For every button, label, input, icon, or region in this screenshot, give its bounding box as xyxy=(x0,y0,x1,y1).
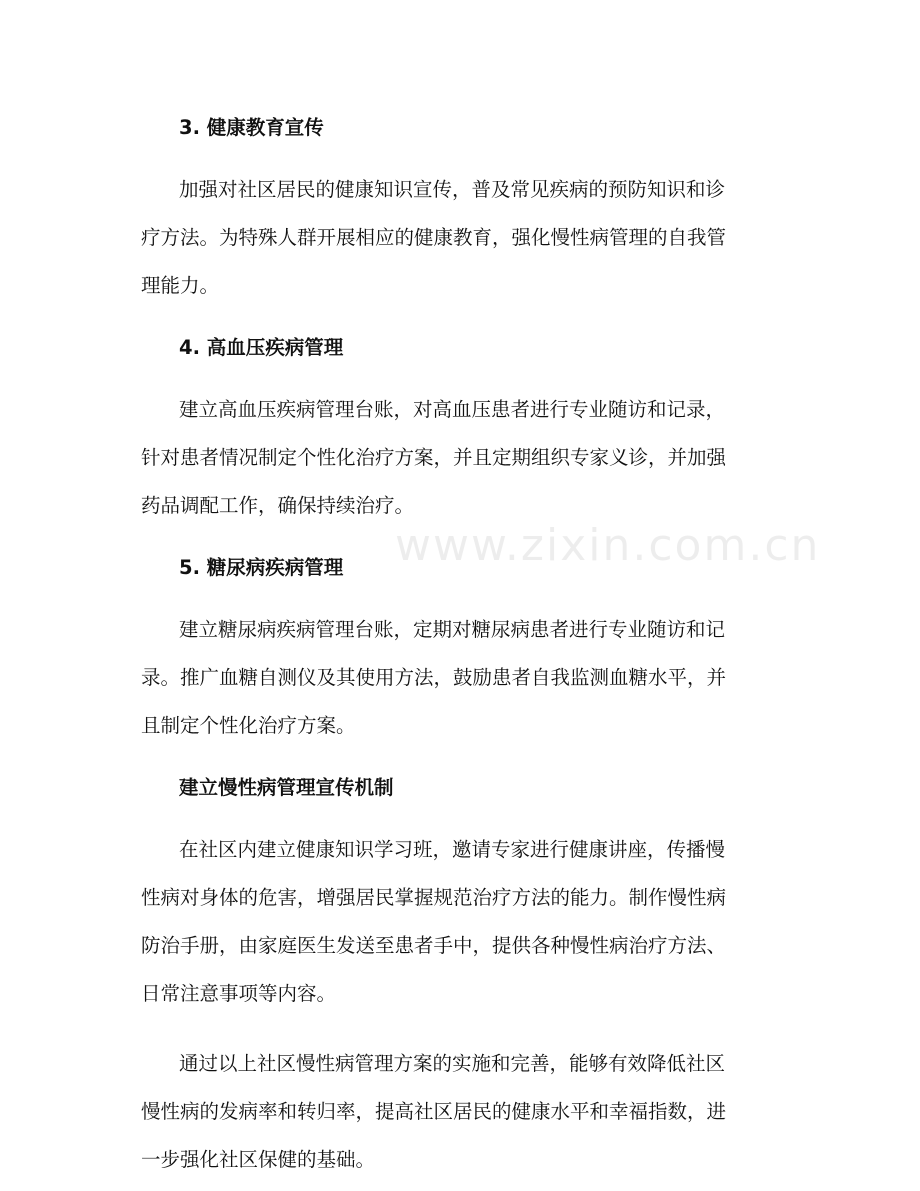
paragraph-line: 理能力。 xyxy=(141,274,220,297)
document-body xyxy=(141,110,779,1184)
conclusion-paragraph xyxy=(141,1040,779,1184)
section-heading-health-education: 3. 健康教育宣传 xyxy=(179,116,324,139)
paragraph-line: 加强对社区居民的健康知识宣传，普及常见疾病的预防知识和诊 xyxy=(179,178,726,201)
paragraph-line: 建立糖尿病疾病管理台账，定期对糖尿病患者进行专业随访和记 xyxy=(179,618,726,641)
section-paragraph-diabetes xyxy=(141,606,779,750)
paragraph-line: 录。推广血糖自测仪及其使用方法，鼓励患者自我监测血糖水平，并 xyxy=(141,666,727,689)
section-paragraph-hypertension xyxy=(141,386,779,530)
section-paragraph-health-education xyxy=(141,166,779,310)
paragraph-line: 疗方法。为特殊人群开展相应的健康教育，强化慢性病管理的自我管 xyxy=(141,226,727,249)
paragraph-line: 慢性病的发病率和转归率，提高社区居民的健康水平和幸福指数，进 xyxy=(141,1100,727,1123)
section-heading-diabetes: 5. 糖尿病疾病管理 xyxy=(179,556,344,579)
paragraph-line: 通过以上社区慢性病管理方案的实施和完善，能够有效降低社区 xyxy=(179,1052,726,1075)
paragraph-line: 日常注意事项等内容。 xyxy=(141,982,337,1005)
paragraph-line: 性病对身体的危害，增强居民掌握规范治疗方法的能力。制作慢性病 xyxy=(141,886,727,909)
paragraph-line: 一步强化社区保健的基础。 xyxy=(141,1148,376,1171)
paragraph-line: 建立高血压疾病管理台账，对高血压患者进行专业随访和记录， xyxy=(179,398,726,421)
paragraph-line: 针对患者情况制定个性化治疗方案，并且定期组织专家义诊，并加强 xyxy=(141,446,727,469)
section-heading-hypertension: 4. 高血压疾病管理 xyxy=(179,336,344,359)
section-paragraph-promotion-mechanism xyxy=(141,826,779,1018)
paragraph-line: 在社区内建立健康知识学习班，邀请专家进行健康讲座，传播慢 xyxy=(179,838,726,861)
section-heading-promotion-mechanism: 建立慢性病管理宣传机制 xyxy=(179,776,394,799)
paragraph-line: 药品调配工作，确保持续治疗。 xyxy=(141,494,415,517)
paragraph-line: 防治手册，由家庭医生发送至患者手中，提供各种慢性病治疗方法、 xyxy=(141,934,727,957)
watermark: www.zixin.com.cn xyxy=(395,520,821,571)
paragraph-line: 且制定个性化治疗方案。 xyxy=(141,714,356,737)
